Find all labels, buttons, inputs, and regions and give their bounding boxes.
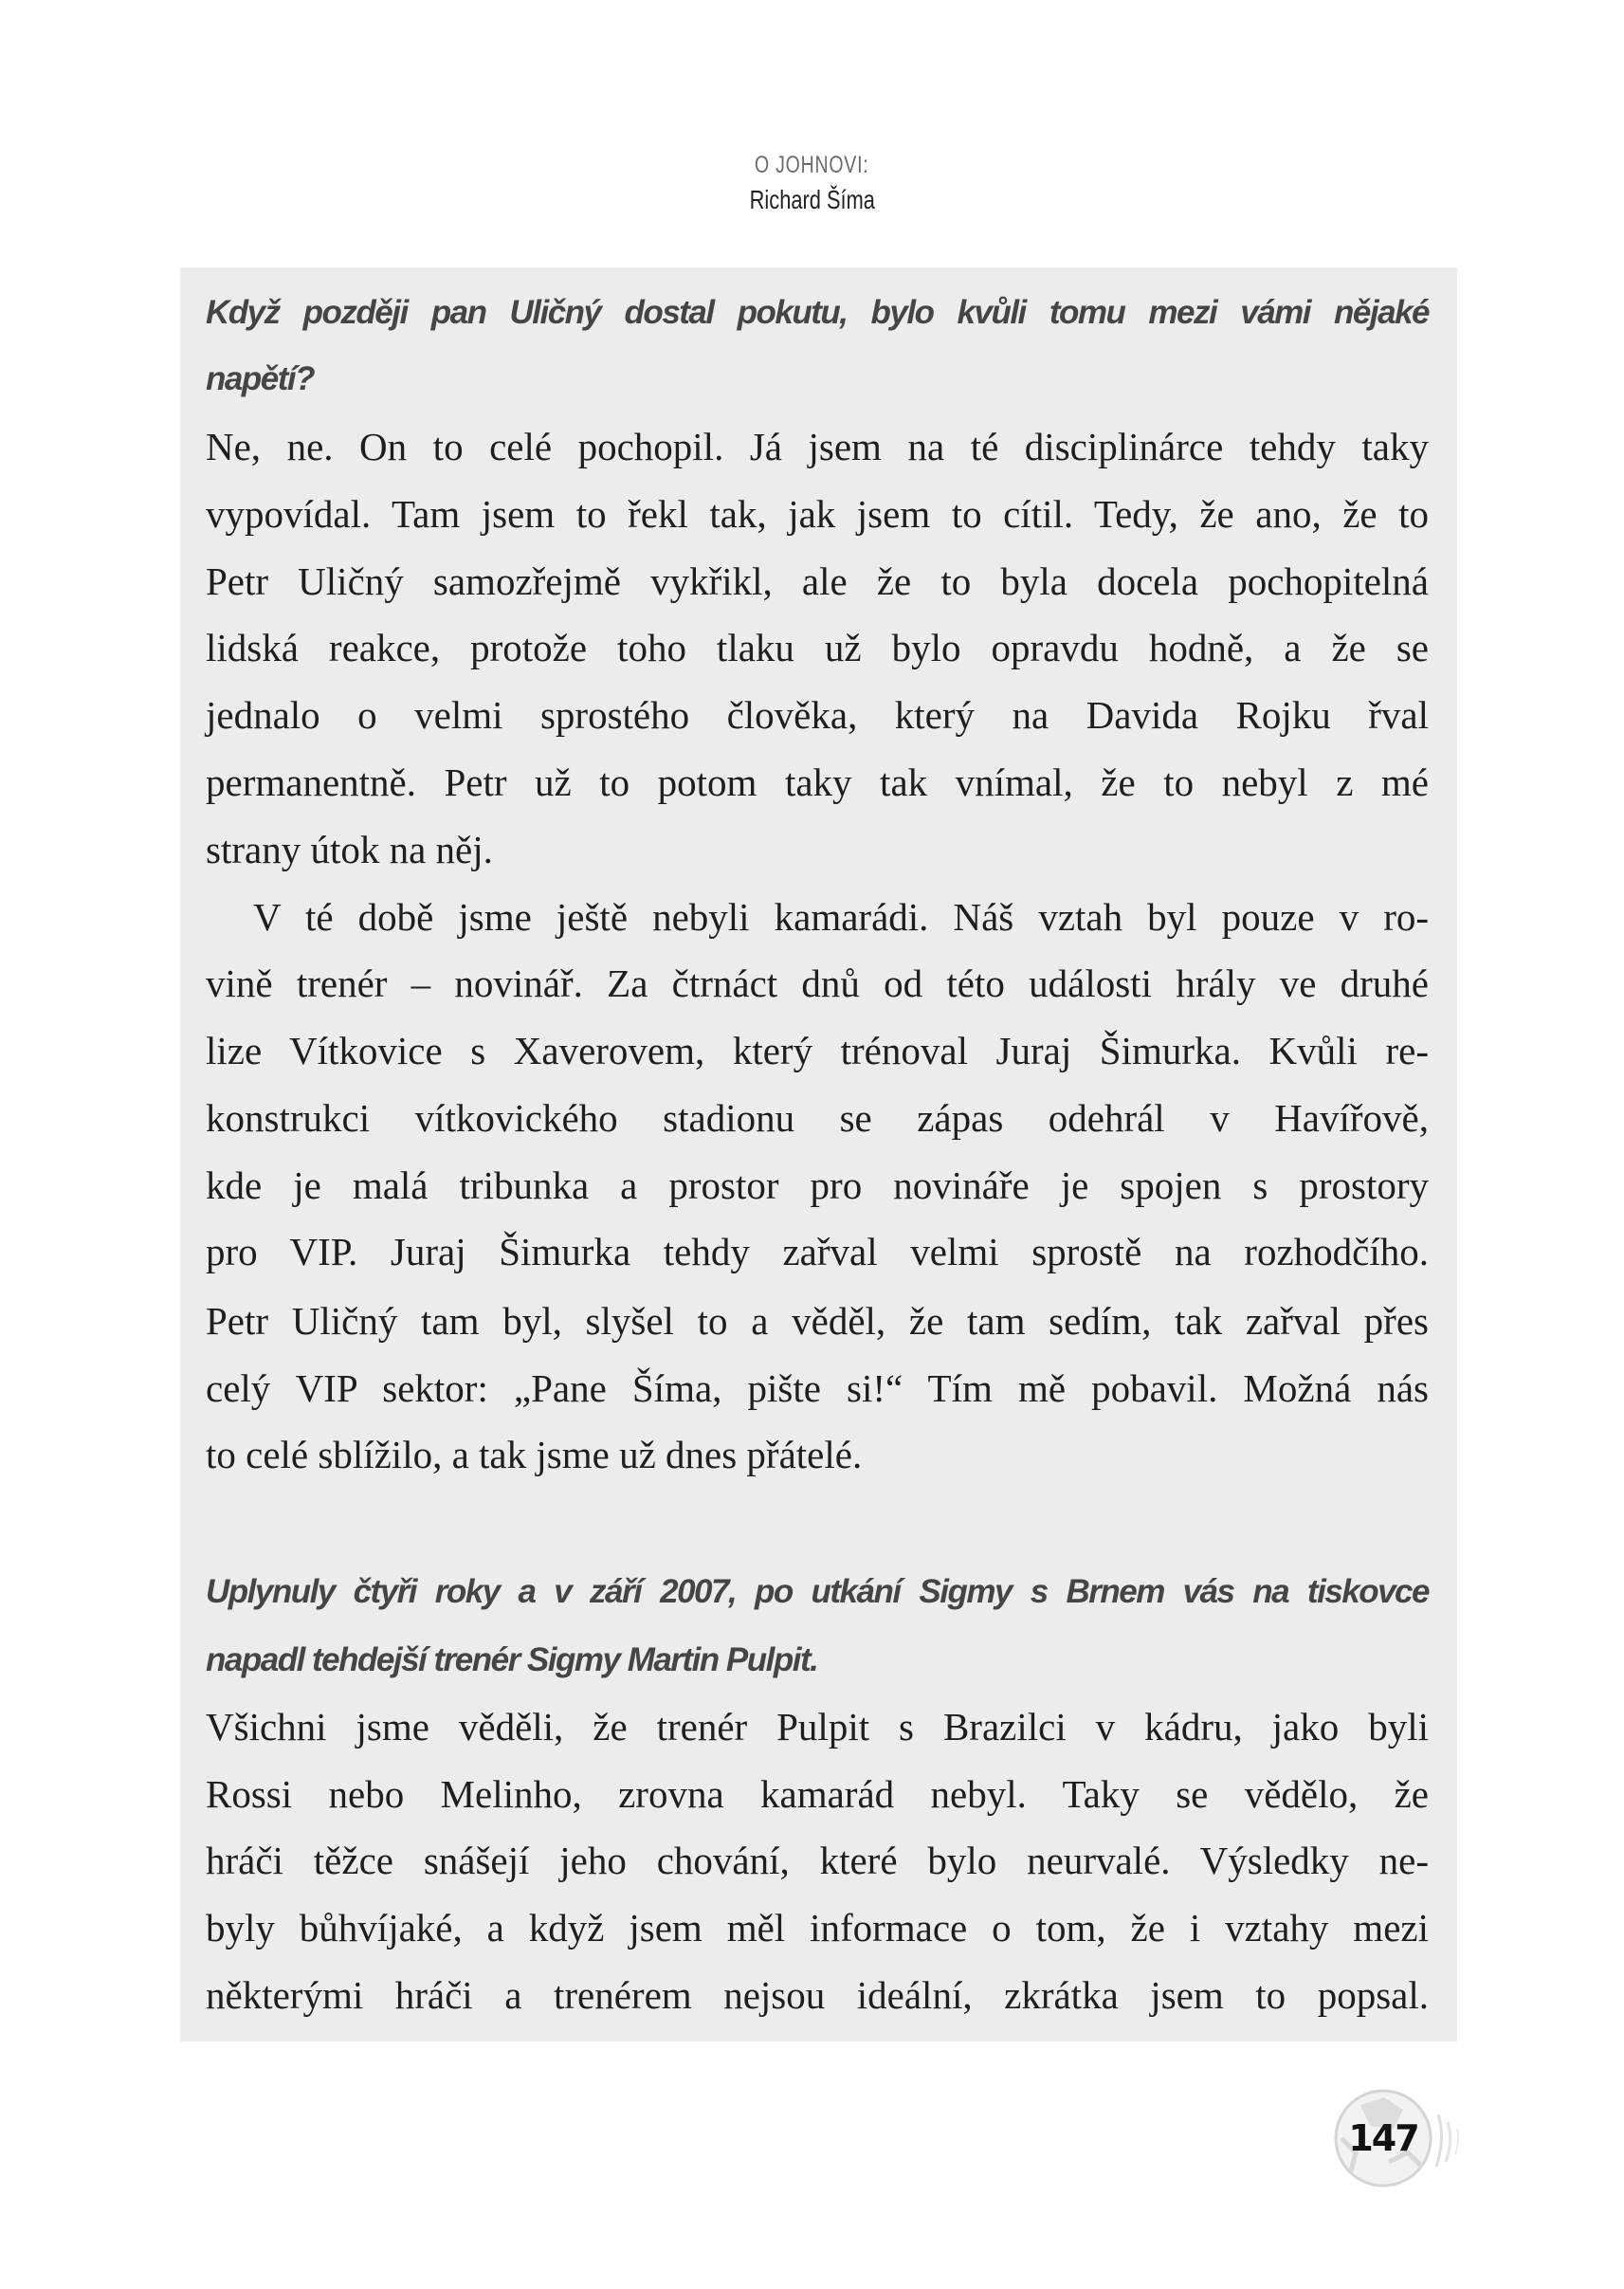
text-line: hráči těžce snášejí jeho chování, které bylo neurvalé. Výsledky ne- bbox=[206, 1839, 1429, 1882]
page-number-badge bbox=[1332, 2086, 1436, 2190]
text-line: celý VIP sektor: „Pane Šíma, pište si!“ Tím mě pobavil. Možná nás bbox=[206, 1366, 1429, 1410]
question-line: Uplynuly čtyři roky a v září 2007, po utkání Sigmy s Brnem vás na tiskovce bbox=[206, 1573, 1429, 1610]
text-line: konstrukci vítkovického stadionu se zápas odehrál v Havířově, bbox=[206, 1096, 1429, 1140]
text-line: pro VIP. Juraj Šimurka tehdy zařval velmi sprostě na rozhodčího. bbox=[206, 1230, 1429, 1273]
text-line: vině trenér – novinář. Za čtrnáct dnů od této události hrály ve druhé bbox=[206, 961, 1429, 1005]
text-line: některými hráči a trenérem nejsou ideální, zkrátka jsem to popsal. bbox=[206, 1973, 1429, 2017]
text-line: V té době jsme ještě nebyli kamarádi. Náš vztah byl pouze v ro- bbox=[253, 895, 1429, 939]
text-line: Ne, ne. On to celé pochopil. Já jsem na té disciplinárce tehdy taky bbox=[206, 425, 1429, 468]
running-header-section bbox=[0, 152, 1624, 179]
text-line: Petr Uličný tam byl, slyšel to a věděl, že tam sedím, tak zařval přes bbox=[206, 1299, 1429, 1343]
running-header-section-text: O JOHNOVI: bbox=[755, 152, 869, 178]
page-number: 147 bbox=[1348, 2117, 1418, 2159]
text-line: permanentně. Petr už to potom taky tak vnímal, že to nebyl z mé bbox=[206, 760, 1429, 804]
text-line: jednalo o velmi sprostého člověka, který na Davida Rojku řval bbox=[206, 693, 1429, 737]
question-line: napadl tehdejší trenér Sigmy Martin Pulpit. bbox=[206, 1641, 818, 1678]
text-line: byly bůhvíjaké, a když jsem měl informace o tom, že i vztahy mezi bbox=[206, 1906, 1429, 1950]
text-line: to celé sblížilo, a tak jsme už dnes přátelé. bbox=[206, 1433, 863, 1476]
running-header-author-text: Richard Šíma bbox=[749, 185, 875, 214]
text-line: strany útok na něj. bbox=[206, 828, 493, 871]
running-header-author bbox=[0, 185, 1624, 215]
text-line: kde je malá tribunka a prostor pro novináře je spojen s prostory bbox=[206, 1163, 1429, 1207]
text-line: lidská reakce, protože toho tlaku už bylo opravdu hodně, a že se bbox=[206, 626, 1429, 669]
text-line: vypovídal. Tam jsem to řekl tak, jak jsem to cítil. Tedy, že ano, že to bbox=[206, 492, 1429, 536]
text-line: Rossi nebo Melinho, zrovna kamarád nebyl. Taky se vědělo, že bbox=[206, 1772, 1429, 1816]
question-line: napětí? bbox=[206, 360, 314, 397]
question-line: Když později pan Uličný dostal pokutu, bylo kvůli tomu mezi vámi nějaké bbox=[206, 294, 1429, 331]
text-line: lize Vítkovice s Xaverovem, který trénoval Juraj Šimurka. Kvůli re- bbox=[206, 1029, 1429, 1072]
text-line: Petr Uličný samozřejmě vykřikl, ale že to byla docela pochopitelná bbox=[206, 559, 1429, 603]
text-line: Všichni jsme věděli, že trenér Pulpit s Brazilci v kádru, jako byli bbox=[206, 1705, 1429, 1749]
